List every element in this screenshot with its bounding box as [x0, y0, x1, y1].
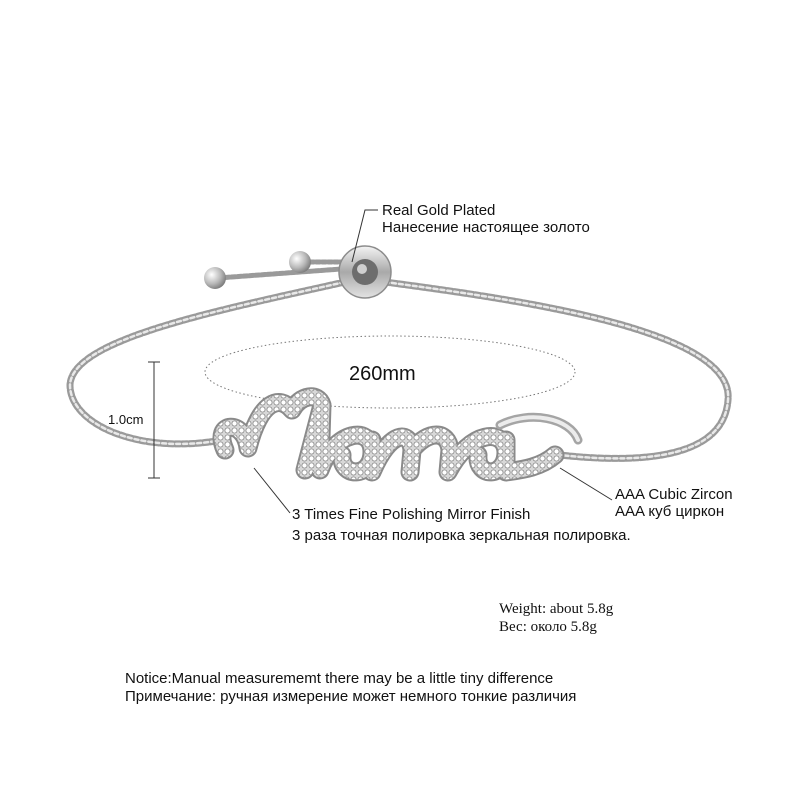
bracelet-end-bead: [204, 267, 226, 289]
plating-label-ru: Нанесение настоящее золото: [382, 219, 590, 236]
bracelet-end-bead: [289, 251, 311, 273]
weight-label-ru: Вес: около 5.8g: [499, 619, 597, 635]
mama-pendant: [222, 397, 578, 472]
height-bracket: [148, 362, 160, 478]
weight-label-en: Weight: about 5.8g: [499, 601, 614, 617]
height-label: 1.0cm: [108, 412, 144, 427]
length-label: 260mm: [349, 363, 416, 385]
plating-label-en: Real Gold Plated: [382, 202, 496, 219]
slider-clasp: [339, 246, 391, 298]
notice-text-en: Notice:Manual measurememt there may be a little tiny difference: [125, 670, 554, 687]
stones-label-ru: AAA куб циркон: [615, 503, 725, 520]
stones-label-en: AAA Cubic Zircon: [615, 486, 733, 503]
polishing-label-ru: 3 раза точная полировка зеркальная полировка.: [292, 527, 631, 544]
notice-text-ru: Примечание: ручная измерение может немного тонкие различия: [125, 688, 577, 705]
polishing-label-en: 3 Times Fine Polishing Mirror Finish: [292, 506, 531, 523]
